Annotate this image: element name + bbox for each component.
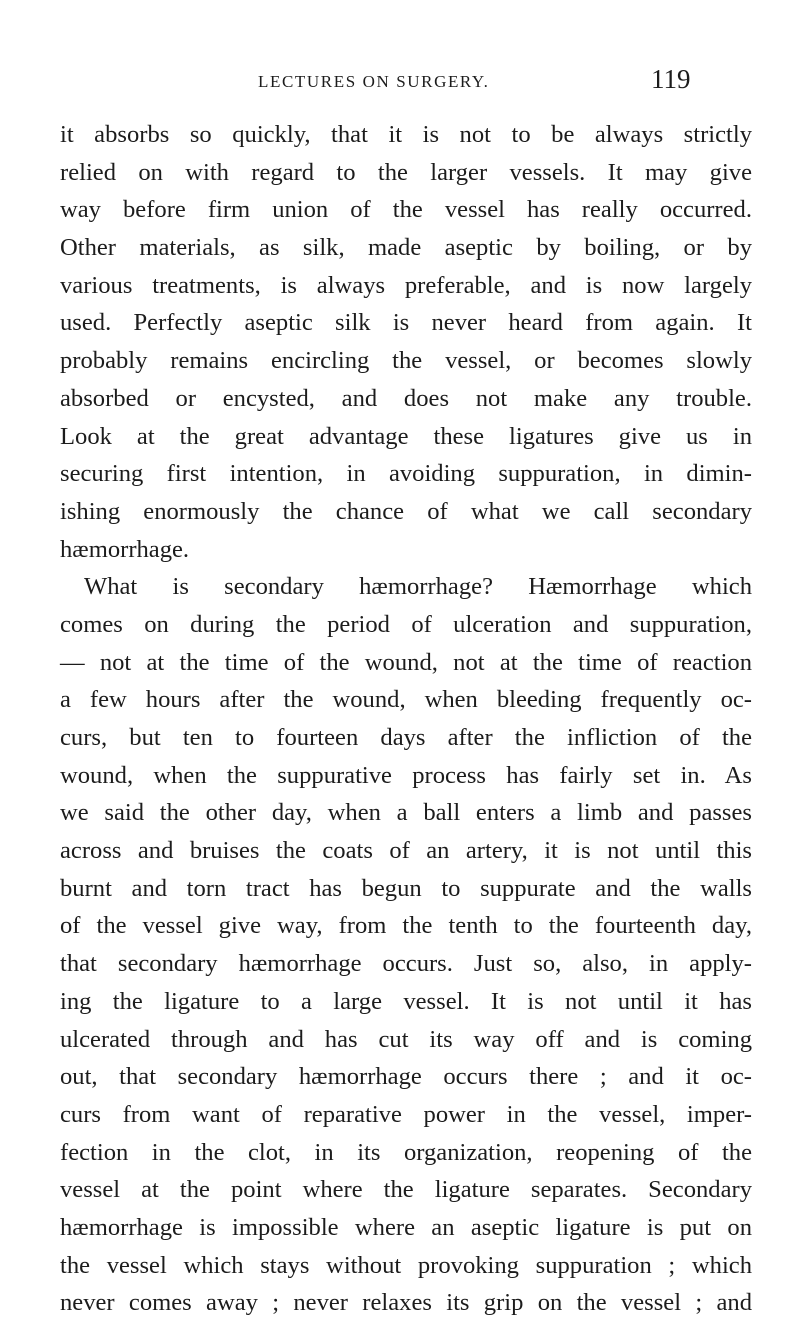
text-line: curs from want of reparative power in the vessel, imper- [60,1100,752,1128]
text-line: vessel at the point where the ligature separates. Secondary [60,1176,752,1204]
text-line: wound, when the suppurative process has fairly set in. As [60,761,752,789]
text-line: probably remains encircling the vessel, or becomes slowly [60,347,752,375]
body-text [60,116,752,1322]
page-number: 119 [651,64,691,94]
text-line: the vessel which stays without provoking suppuration ; which [60,1251,752,1279]
text-line: of the vessel give way, from the tenth to the fourteenth day, [60,912,752,940]
paragraph-start-line: What is secondary hæmorrhage? Hæmorrhage which [84,573,752,601]
text-line: comes on during the period of ulceration and suppuration, [60,610,752,638]
running-head [0,64,800,100]
text-line: it absorbs so quickly, that it is not to be always strictly [60,121,752,148]
text-line: ing the ligature to a large vessel. It is not until it has [60,987,752,1015]
text-line: ishing enormously the chance of what we call secondary [60,497,752,525]
text-line: we said the other day, when a ball enters a limb and passes [60,799,752,827]
text-line: never comes away ; never relaxes its grip on the vessel ; and [60,1289,752,1317]
text-line: securing first intention, in avoiding suppuration, in dimin- [60,460,752,488]
text-line: ulcerated through and has cut its way off and is coming [60,1025,752,1053]
text-line: that secondary hæmorrhage occurs. Just so, also, in apply- [60,950,752,978]
text-line: a few hours after the wound, when bleeding frequently oc- [60,686,752,714]
text-line: various treatments, is always preferable, and is now largely [60,271,752,299]
text-line: hæmorrhage is impossible where an aseptic ligature is put on [60,1213,752,1241]
text-line: Other materials, as silk, made aseptic by boiling, or by [60,234,752,262]
text-line: — not at the time of the wound, not at the time of reaction [60,648,752,676]
running-title: LECTURES ON SURGERY. [258,72,490,91]
text-line: curs, but ten to fourteen days after the infliction of the [60,724,752,751]
text-line: relied on with regard to the larger vessels. It may give [60,158,752,186]
paragraph-end-line: hæmorrhage. [60,535,190,563]
text-line: out, that secondary hæmorrhage occurs there ; and it oc- [60,1063,752,1091]
text-line: used. Perfectly aseptic silk is never heard from again. It [60,309,752,337]
text-line: way before firm union of the vessel has really occurred. [60,196,752,224]
text-line: Look at the great advantage these ligatures give us in [60,422,752,450]
text-line: fection in the clot, in its organization, reopening of the [60,1138,752,1166]
text-line: burnt and torn tract has begun to suppurate and the walls [60,874,752,902]
text-line: absorbed or encysted, and does not make any trouble. [60,384,752,412]
text-line: across and bruises the coats of an artery, it is not until this [60,837,752,865]
